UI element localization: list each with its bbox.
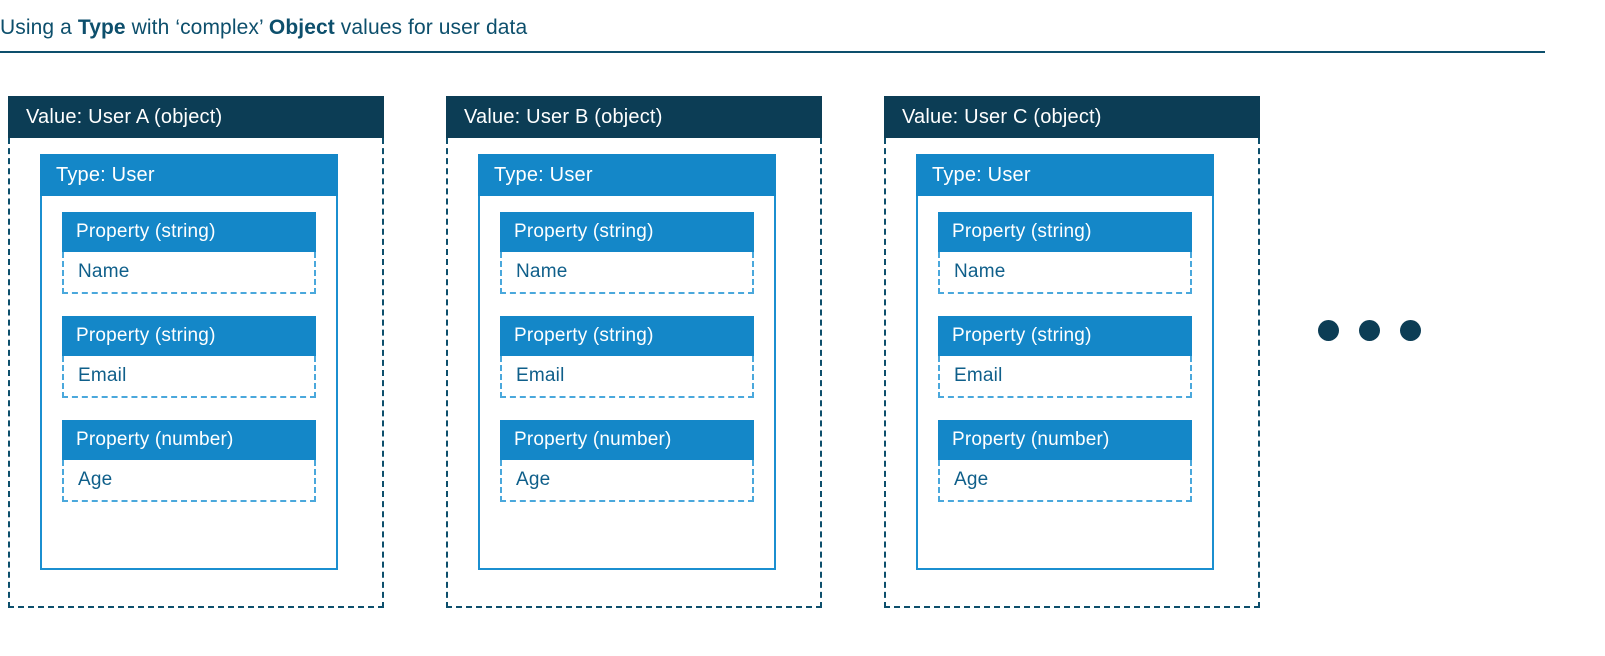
property-item xyxy=(500,212,754,294)
property-item xyxy=(938,212,1192,294)
type-box xyxy=(40,156,338,570)
property-list xyxy=(42,196,336,502)
property-item xyxy=(938,420,1192,502)
property-header: Property (string) xyxy=(500,316,754,356)
value-body xyxy=(884,138,1260,608)
property-header: Property (number) xyxy=(938,420,1192,460)
diagram-canvas xyxy=(0,96,1605,636)
property-value: Age xyxy=(938,460,1192,502)
type-box xyxy=(916,156,1214,570)
property-value: Email xyxy=(500,356,754,398)
page-title-bold-type: Type xyxy=(77,16,126,39)
value-body xyxy=(446,138,822,608)
value-group-user-b xyxy=(446,96,822,608)
property-value: Name xyxy=(500,252,754,294)
value-header: Value: User B (object) xyxy=(446,96,822,138)
property-item xyxy=(62,316,316,398)
dot-1 xyxy=(1318,320,1339,341)
property-header: Property (number) xyxy=(500,420,754,460)
value-body xyxy=(8,138,384,608)
title-divider xyxy=(0,51,1545,53)
property-value: Email xyxy=(62,356,316,398)
property-item xyxy=(500,420,754,502)
type-header: Type: User xyxy=(478,154,776,196)
value-group-user-c xyxy=(884,96,1260,608)
value-header: Value: User A (object) xyxy=(8,96,384,138)
property-value: Email xyxy=(938,356,1192,398)
page-title-part3: values for user data xyxy=(334,16,528,39)
property-value: Age xyxy=(62,460,316,502)
dot-2 xyxy=(1359,320,1380,341)
type-box xyxy=(478,156,776,570)
property-value: Age xyxy=(500,460,754,502)
property-list xyxy=(480,196,774,502)
property-value: Name xyxy=(938,252,1192,294)
page-title-part2: with ‘complex’ xyxy=(125,16,269,39)
page-title-part1: Using a xyxy=(0,16,78,39)
three-dots-icon xyxy=(1318,320,1421,341)
page-title xyxy=(0,16,1560,40)
property-item xyxy=(938,316,1192,398)
value-group-user-a xyxy=(8,96,384,608)
type-header: Type: User xyxy=(916,154,1214,196)
property-item xyxy=(62,212,316,294)
property-header: Property (string) xyxy=(500,212,754,252)
type-header: Type: User xyxy=(40,154,338,196)
page-header xyxy=(0,16,1560,53)
property-header: Property (number) xyxy=(62,420,316,460)
property-value: Name xyxy=(62,252,316,294)
dot-3 xyxy=(1400,320,1421,341)
property-item xyxy=(500,316,754,398)
property-header: Property (string) xyxy=(62,212,316,252)
property-header: Property (string) xyxy=(938,212,1192,252)
page-title-bold-object: Object xyxy=(268,16,335,39)
value-header: Value: User C (object) xyxy=(884,96,1260,138)
property-item xyxy=(62,420,316,502)
property-header: Property (string) xyxy=(62,316,316,356)
property-header: Property (string) xyxy=(938,316,1192,356)
property-list xyxy=(918,196,1212,502)
